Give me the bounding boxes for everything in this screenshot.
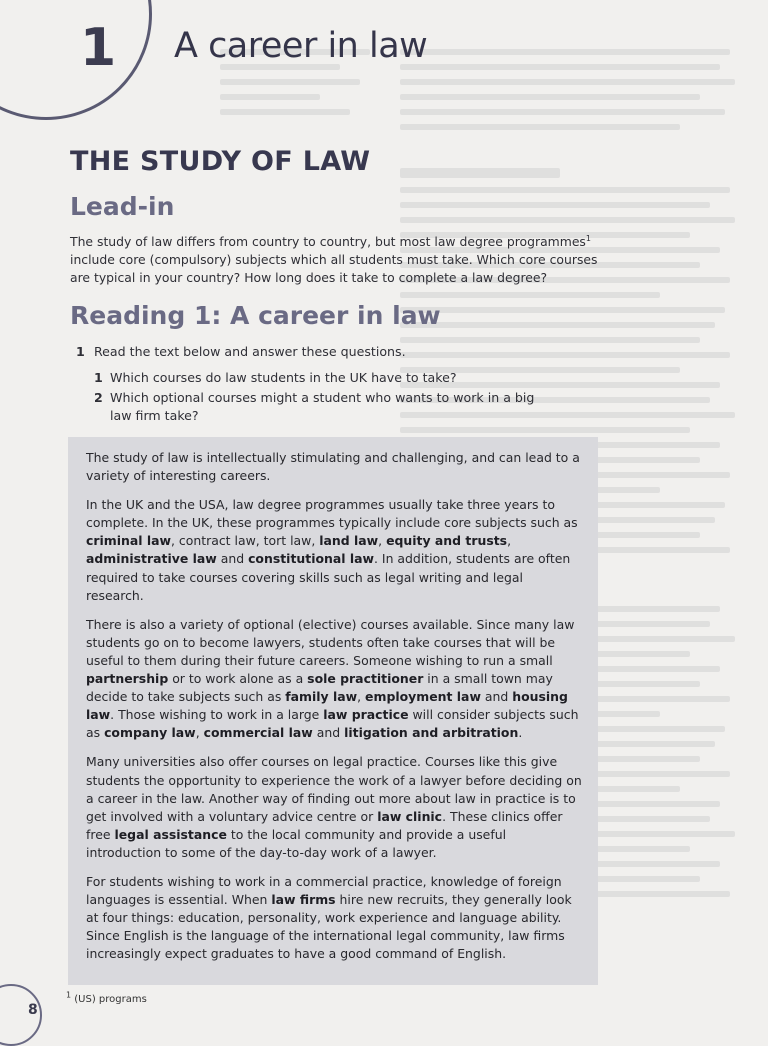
question-item <box>94 389 554 425</box>
text-run: and <box>312 725 345 741</box>
chapter-circle-decoration <box>0 0 152 120</box>
paragraph-3 <box>86 616 582 743</box>
text-run: , contract law, tort law, <box>170 533 320 549</box>
key-term: employment law <box>365 689 481 705</box>
lead-in-text <box>70 233 600 287</box>
reading-text-box <box>68 437 598 985</box>
text-run: Many universities also offer courses on legal practice. Courses like this give students the opportunity to experience the work of a lawyer before deciding on a career in the law. Another way of finding out more about law in practice is to get involved with a voluntary advice centre or <box>86 754 582 824</box>
text-run: , <box>378 533 387 549</box>
page-number: 8 <box>28 1002 38 1018</box>
lead-in-text-part: include core (compulsory) subjects which all students must take. Which core courses are typical in your country? How long does it take to complete a law degree? <box>70 252 598 285</box>
key-term: housing law <box>86 689 568 723</box>
text-run: For students wishing to work in a commercial practice, knowledge of foreign languages is essential. When <box>86 873 562 908</box>
reading-heading: Reading 1: A career in law <box>70 301 441 330</box>
task-text: Read the text below and answer these questions. <box>94 344 406 359</box>
question-number: 2 <box>94 390 103 405</box>
text-run: . These clinics offer free <box>86 808 563 842</box>
section-title: THE STUDY OF LAW <box>70 146 371 177</box>
key-term: legal assistance <box>114 826 227 842</box>
key-term: law clinic <box>377 808 443 824</box>
key-term: land law <box>319 533 379 549</box>
paragraph-1: The study of law is intellectually stimulating and challenging, and can lead to a variety of interesting careers. <box>86 450 580 484</box>
task-number: 1 <box>76 344 85 359</box>
lead-in-heading: Lead-in <box>70 192 175 221</box>
key-term: sole practitioner <box>307 671 424 687</box>
question-text: Which optional courses might a student who wants to work in a big law firm take? <box>110 390 535 423</box>
paragraph-2 <box>86 496 582 605</box>
paragraph-4 <box>86 753 582 862</box>
text-run: will consider subjects such as <box>86 707 579 741</box>
key-term: constitutional law <box>248 551 374 567</box>
text-run: and <box>480 689 513 705</box>
text-run: In the UK and the USA, law degree programmes usually take three years to complete. In the UK, these programmes typically include core subjects such as <box>86 497 578 531</box>
text-run: . In addition, students are often required to take courses covering skills such as legal writing and legal research. <box>86 551 571 603</box>
key-term: litigation and arbitration <box>344 725 519 741</box>
text-run: to the local community and provide a useful introduction to some of the day-to-day work of a lawyer. <box>86 826 507 860</box>
question-text: Which courses do law students in the UK have to take? <box>110 370 457 385</box>
key-term: equity and trusts <box>386 533 508 549</box>
key-term: family law <box>285 689 358 705</box>
key-term: partnership <box>86 671 169 687</box>
text-run: There is also a variety of optional (elective) courses available. Since many law students go on to become lawyers, students often take courses that will be useful to them during their future careers. Someone wishing to run a small <box>86 616 575 668</box>
chapter-number: 1 <box>80 18 117 78</box>
question-item <box>94 369 554 387</box>
text-run: , <box>357 689 366 705</box>
text-run: , <box>195 725 204 741</box>
text-run: . <box>518 725 523 741</box>
footnote-marker: 1 <box>585 233 591 243</box>
question-number: 1 <box>94 370 103 385</box>
paragraph-5 <box>86 873 582 963</box>
key-term: law practice <box>323 707 409 723</box>
text-run: , <box>507 533 512 549</box>
text-run: in a small town may decide to take subjects such as <box>86 671 553 705</box>
key-term: criminal law <box>86 533 171 549</box>
text-run: and <box>216 551 249 567</box>
text-run: . Those wishing to work in a large <box>110 707 324 723</box>
footnote-text: (US) programs <box>71 994 147 1005</box>
text-run: or to work alone as a <box>168 671 308 687</box>
key-term: law firms <box>271 892 336 908</box>
footnote-marker: 1 <box>66 990 72 1000</box>
question-list <box>94 369 554 427</box>
key-term: administrative law <box>86 551 217 567</box>
text-run: hire new recruits, they generally look at four things: education, personality, work experience and language ability. Since English is the language of the international legal community, law firms increasingly expect graduates to have a good command of English. <box>86 892 572 962</box>
task-instruction <box>76 343 556 361</box>
footnote <box>66 990 147 1005</box>
lead-in-text-part: The study of law differs from country to country, but most law degree programmes <box>70 234 586 249</box>
key-term: commercial law <box>203 725 313 741</box>
key-term: company law <box>104 725 196 741</box>
chapter-title: A career in law <box>174 26 428 66</box>
